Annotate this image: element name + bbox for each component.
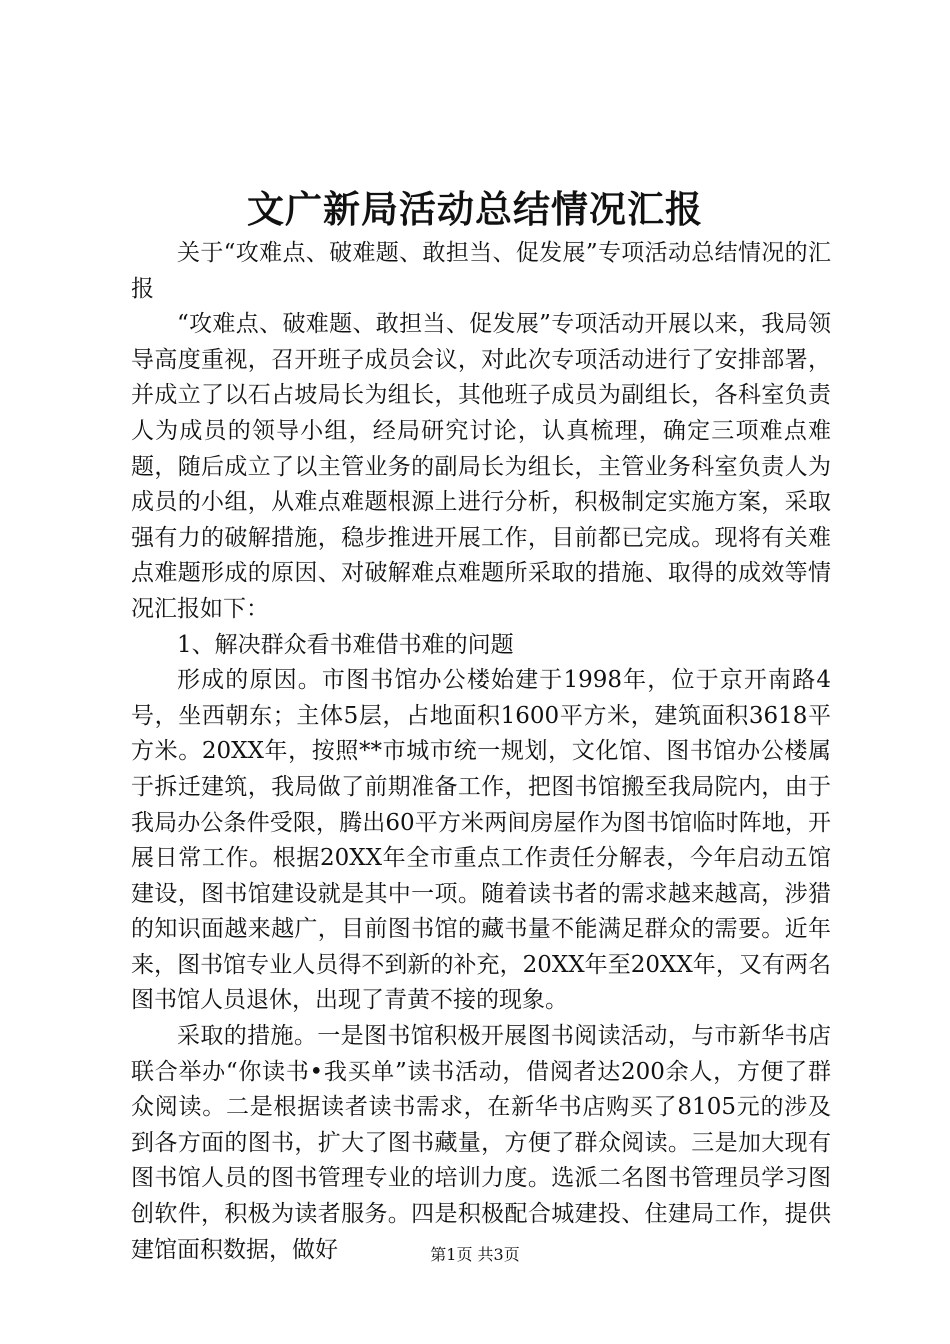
paragraph-subtitle: 关于“攻难点、破难题、敢担当、促发展”专项活动总结情况的汇报 <box>131 240 831 302</box>
paragraph-causes: 形成的原因。市图书馆办公楼始建于1998年，位于京开南路4号，坐西朝东；主体5层，占地面积1600平方米，建筑面积3618平方米。20XX年，按照**市城市统一规划，文化馆、图书馆办公楼属于拆迁建筑，我局做了前期准备工作，把图书馆搬至我局院内，由于我局办公条件受限，腾出60平方米两间房屋作为图书馆临时阵地，开展日常工作。根据20XX年全市重点工作责任分解表，今年启动五馆建设，图书馆建设就是其中一项。随着读书者的需求越来越高，涉猎的知识面越来越广，目前图书馆的藏书量不能满足群众的需要。近年来，图书馆专业人员得不到新的补充，20XX年至20XX年，又有两名图书馆人员退休，出现了青黄不接的现象。 <box>131 667 831 1014</box>
page-number-footer: 第1页 共3页 <box>430 1245 520 1264</box>
paragraph-intro: “攻难点、破难题、敢担当、促发展”专项活动开展以来，我局领导高度重视，召开班子成员会议，对此次专项活动进行了安排部署，并成立了以石占坡局长为组长，其他班子成员为副组长，各科室负责人为成员的领导小组，经局研究讨论，认真梳理，确定三项难点难题，随后成立了以主管业务的副局长为组长，主管业务科室负责人为成员的小组，从难点难题根源上进行分析，积极制定实施方案，采取强有力的破解措施，稳步推进开展工作，目前都已完成。现将有关难点难题形成的原因、对破解难点难题所采取的措施、取得的成效等情况汇报如下： <box>131 311 831 622</box>
document-title: 文广新局活动总结情况汇报 <box>247 187 703 231</box>
document-body <box>131 236 831 1268</box>
paragraph-measures: 采取的措施。一是图书馆积极开展图书阅读活动，与市新华书店联合举办“你读书•我买单”读书活动，借阅者达200余人，方便了群众阅读。二是根据读者读书需求，在新华书店购买了8105元的涉及到各方面的图书，扩大了图书藏量，方便了群众阅读。三是加大现有图书馆人员的图书管理专业的培训力度。选派二名图书管理员学习图创软件，积极为读者服务。四是积极配合城建投、住建局工作，提供建馆面积数据，做好 <box>131 1023 831 1263</box>
section-heading: 1、解决群众看书难借书难的问题 <box>177 631 514 658</box>
